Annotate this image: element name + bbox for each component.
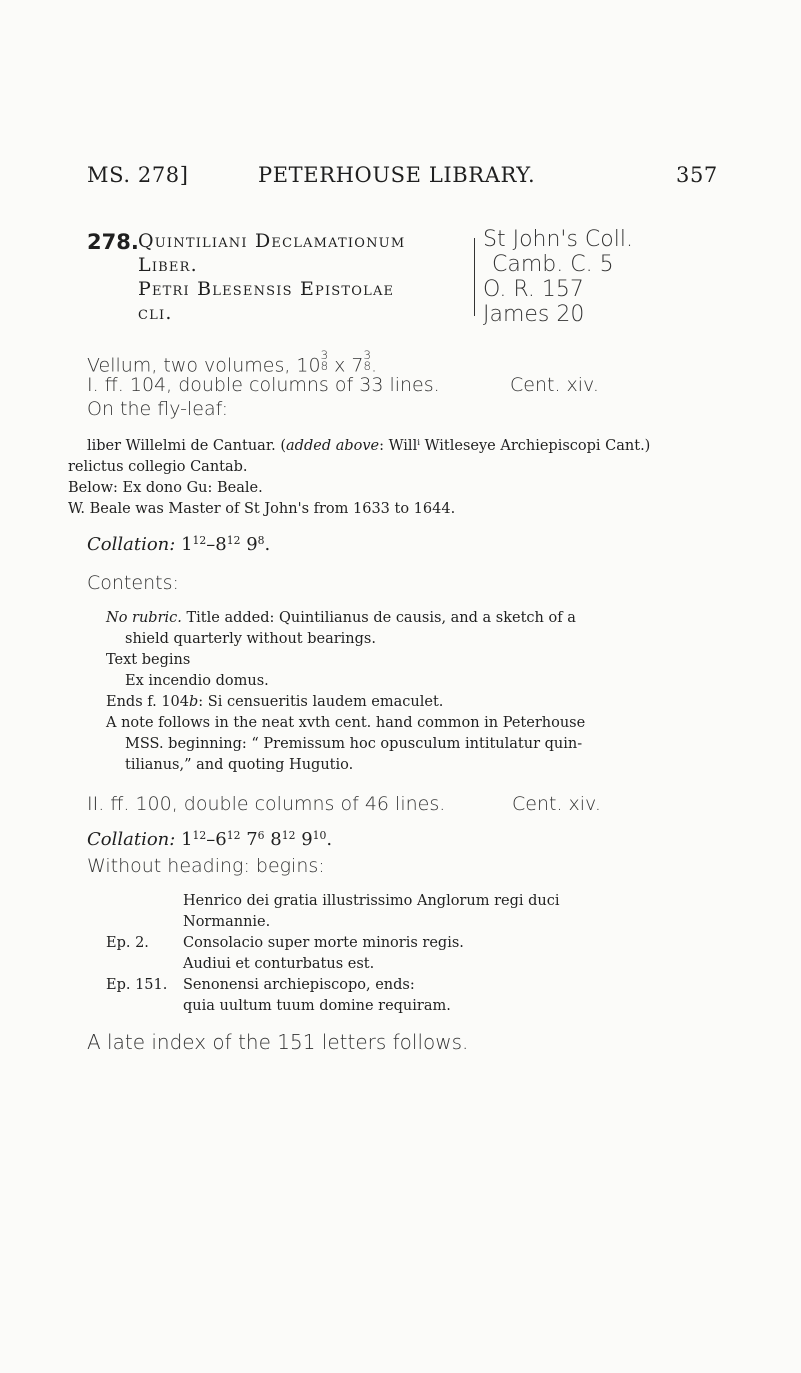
contents-line-6: A note follows in the neat xvth cent. hand common in Peterhouse bbox=[106, 715, 586, 731]
running-header-left: MS. 278] bbox=[87, 163, 189, 187]
letter-1-line-2: Normannie. bbox=[183, 914, 271, 930]
fraction: 3 8 bbox=[363, 348, 372, 373]
volume-2-century: Cent. xiv. bbox=[512, 793, 601, 815]
material-line: Vellum, two volumes, 103 8 x 73 8. bbox=[87, 348, 378, 377]
provenance-brace bbox=[474, 238, 475, 316]
flyleaf-line-4: W. Beale was Master of St John's from 1633 to 1644. bbox=[68, 501, 456, 517]
ep-151-label: Ep. 151. bbox=[106, 977, 168, 993]
ep-2-label: Ep. 2. bbox=[106, 935, 149, 951]
title-line-4: cli. bbox=[138, 302, 173, 324]
flyleaf-line-1: liber Willelmi de Cantuar. (added above: Will$^i$ Witleseye Archiepiscopi Cant.) bbox=[87, 438, 651, 454]
contents-line-3: Text begins bbox=[106, 652, 191, 668]
contents-line-7: MSS. beginning: “ Premissum hoc opusculum intitulatur quin- bbox=[125, 736, 583, 752]
closing-line: A late index of the 151 letters follows. bbox=[87, 1030, 469, 1054]
provenance-line-3: O. R. 157 bbox=[483, 277, 584, 302]
title-line-3: Petri Blesensis Epistolae bbox=[138, 278, 395, 300]
contents-line-8: tilianus,” and quoting Hugutio. bbox=[125, 757, 354, 773]
collation-1: Collation: $1^{12}-8^{12}$ $9^8$. bbox=[87, 534, 271, 555]
without-heading-line: Without heading: begins: bbox=[87, 855, 325, 877]
entry-number: 278. bbox=[87, 230, 139, 254]
volume-1-line: I. ff. 104, double columns of 33 lines. bbox=[87, 374, 440, 396]
title-line-1: Quintiliani Declamationum bbox=[138, 230, 406, 252]
letter-1-line-1: Henrico dei gratia illustrissimo Anglorum regi duci bbox=[183, 893, 560, 909]
contents-label: Contents: bbox=[87, 572, 179, 594]
flyleaf-line-3: Below: Ex dono Gu: Beale. bbox=[68, 480, 263, 496]
ep-2-line-2: Audiui et conturbatus est. bbox=[183, 956, 375, 972]
running-header-title: PETERHOUSE LIBRARY. bbox=[258, 163, 536, 187]
page-number: 357 bbox=[676, 163, 718, 187]
contents-line-5: Ends f. 104b: Si censueritis laudem emaculet. bbox=[106, 694, 444, 710]
provenance-line-2: Camb. C. 5 bbox=[492, 252, 614, 277]
flyleaf-line-2: relictus collegio Cantab. bbox=[68, 459, 248, 475]
contents-line-1: No rubric. Title added: Quintilianus de causis, and a sketch of a bbox=[106, 610, 576, 626]
contents-line-4: Ex incendio domus. bbox=[125, 673, 269, 689]
collation-2: Collation: $1^{12}-6^{12}$ $7^6$ $8^{12}$ $9^{10}$. bbox=[87, 829, 333, 850]
provenance-line-4: James 20 bbox=[483, 302, 585, 327]
ep-2-line-1: Consolacio super morte minoris regis. bbox=[183, 935, 464, 951]
ep-151-line-2: quia uultum tuum domine requiram. bbox=[183, 998, 451, 1014]
title-line-2: Liber. bbox=[138, 254, 198, 276]
fraction: 3 8 bbox=[320, 348, 329, 373]
provenance-line-1: St John's Coll. bbox=[483, 227, 633, 252]
volume-2-line: II. ff. 100, double columns of 46 lines. bbox=[87, 793, 446, 815]
contents-line-2: shield quarterly without bearings. bbox=[125, 631, 376, 647]
ep-151-line-1: Senonensi archiepiscopo, ends: bbox=[183, 977, 415, 993]
flyleaf-label: On the fly-leaf: bbox=[87, 398, 229, 420]
volume-1-century: Cent. xiv. bbox=[510, 374, 599, 396]
